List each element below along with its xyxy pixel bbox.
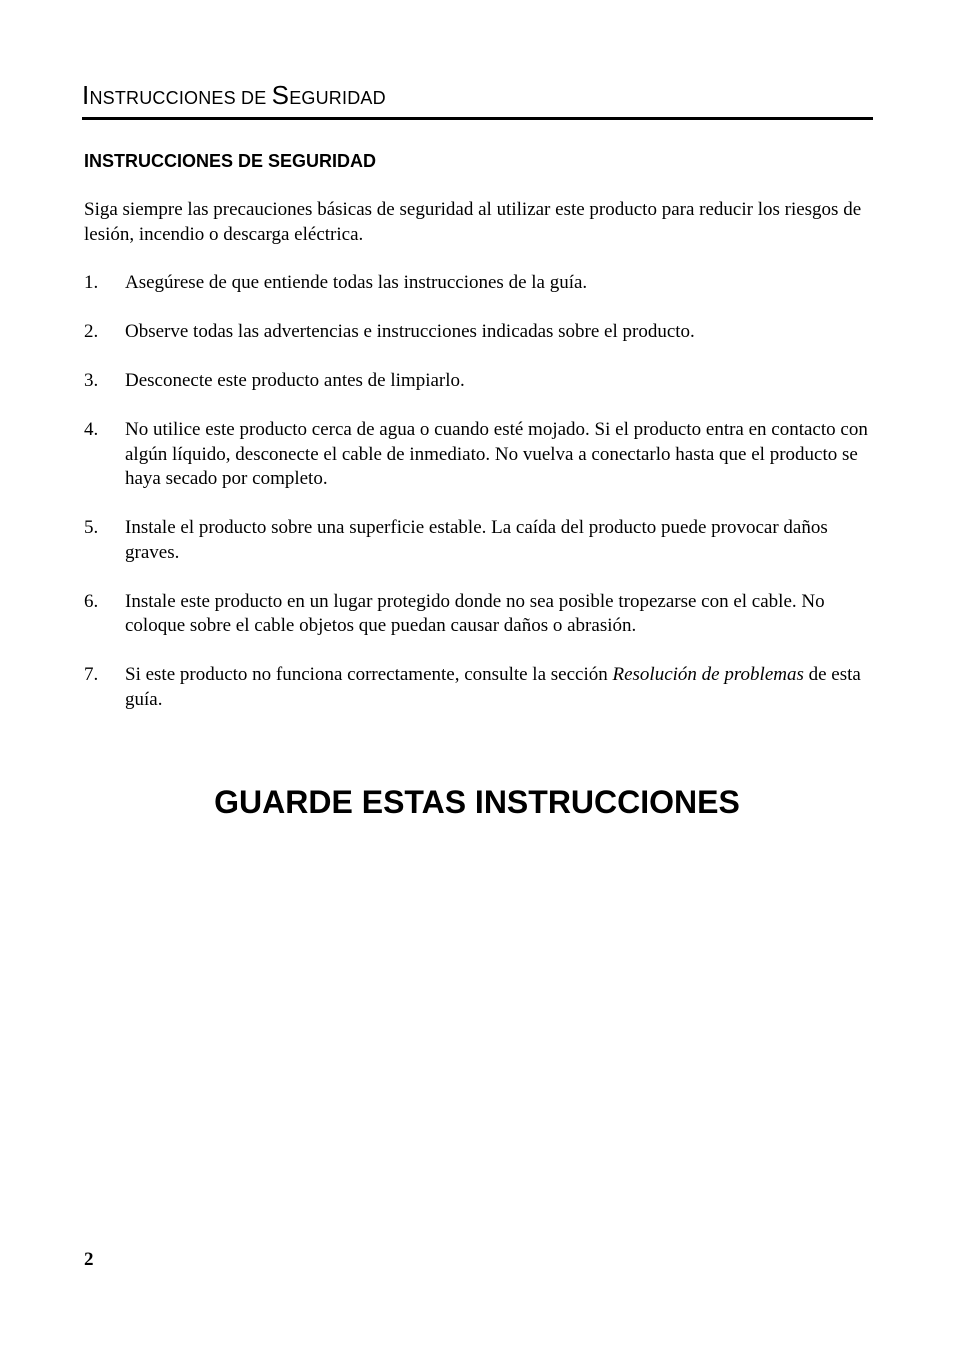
item-text: No utilice este producto cerca de agua o cuando esté mojado. Si el producto entra en contacto con algún líquido, desconecte el cable de inmediato. No vuelva a conectarlo hasta que el producto se haya secado por completo. (125, 419, 868, 489)
item-text: Asegúrese de que entiende todas las instrucciones de la guía. (125, 272, 588, 293)
header-text-part2: EGURIDAD (289, 88, 386, 108)
item-text-after: de esta guía. (125, 664, 861, 710)
list-item (84, 271, 874, 296)
section-reference: Resolución de problemas (612, 664, 804, 685)
item-number: 3. (84, 370, 99, 391)
item-text: Observe todas las advertencias e instrucciones indicadas sobre el producto. (125, 321, 695, 342)
header-initial-s: S (271, 80, 290, 110)
item-number: 6. (84, 590, 99, 612)
list-item (84, 516, 874, 565)
list-item (84, 590, 874, 639)
instruction-list (84, 271, 874, 737)
page-number: 2 (84, 1249, 94, 1270)
item-text-before: Si este producto no funciona correctamente, consulte la sección (125, 664, 613, 685)
intro-paragraph: Siga siempre las precauciones básicas de seguridad al utilizar este producto para reducir los riesgos de lesión, incendio o descarga eléctrica. (84, 199, 862, 245)
list-item (84, 418, 874, 492)
item-number: 7. (84, 664, 99, 685)
page-header (82, 80, 873, 120)
item-number: 5. (84, 517, 99, 538)
section-title: INSTRUCCIONES DE SEGURIDAD (84, 151, 377, 171)
list-item (84, 663, 874, 712)
save-instructions-heading: GUARDE ESTAS INSTRUCCIONES (214, 784, 740, 820)
list-item (84, 369, 874, 394)
item-number: 4. (84, 419, 99, 440)
item-number: 1. (84, 272, 99, 293)
item-text: Instale el producto sobre una superficie estable. La caída del producto puede provocar daños graves. (125, 517, 828, 563)
item-text (125, 663, 874, 712)
list-item (84, 320, 874, 345)
header-text-part1: NSTRUCCIONES DE (89, 88, 272, 108)
header-initial-i: I (82, 80, 90, 110)
item-text: Instale este producto en un lugar protegido donde no sea posible tropezarse con el cable. No coloque sobre el cable objetos que puedan causar daños o abrasión. (125, 590, 825, 636)
item-text: Desconecte este producto antes de limpiarlo. (125, 370, 465, 391)
item-number: 2. (84, 321, 99, 342)
